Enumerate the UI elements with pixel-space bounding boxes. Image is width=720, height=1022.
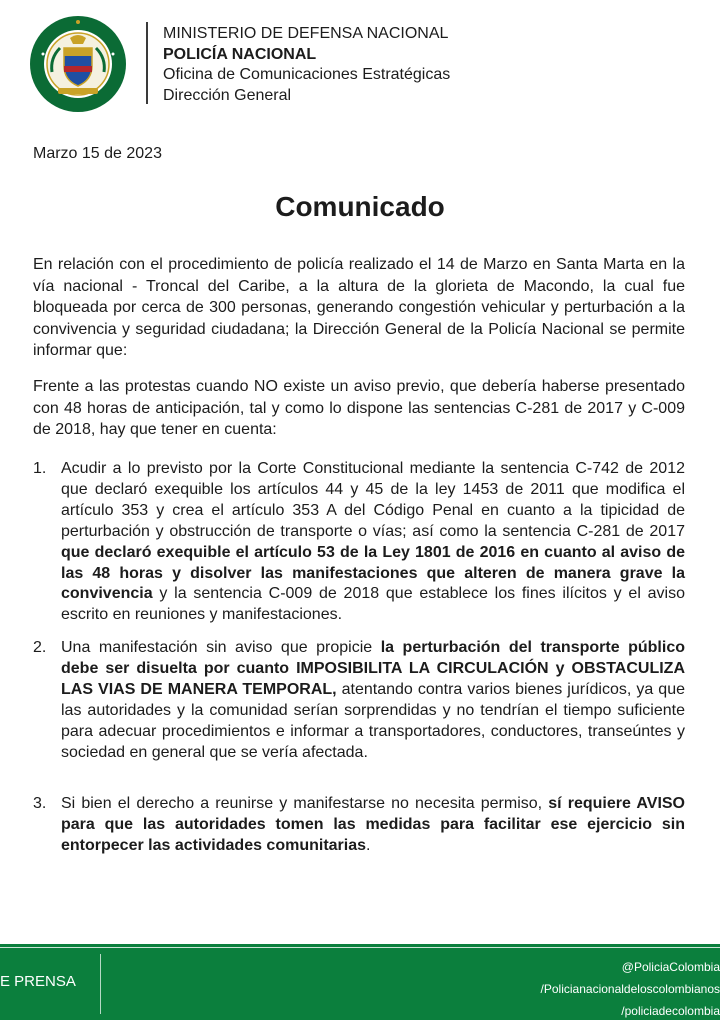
police-crest-logo [28, 14, 128, 114]
ministry-name: MINISTERIO DE DEFENSA NACIONAL [163, 25, 449, 42]
list-item-text: Una manifestación sin aviso que propicie la perturbación del transporte público debe ser disuelta por cuanto IMPOSIBILITA LA CIRCULACIÓN y OBSTACULIZA LAS VIAS DE MANERA TEMPORAL, atentando contra varios bienes jurídicos, ya que las autoridades y la comunidad serían sorprendidas y no tendrían el tiempo suficiente para adecuar procedimientos e informar a transportadores, conductores, transeúntes y sociedad en general que se vería afectada. [61, 639, 685, 761]
header-divider [146, 22, 148, 104]
social-handles [541, 956, 720, 1022]
list-item-number: 1. [33, 460, 47, 477]
letterhead [0, 0, 720, 120]
intro-paragraph: En relación con el procedimiento de policía realizado el 14 de Marzo en Santa Marta en la vía nacional - Troncal del Caribe, a la altura de la glorieta de Macondo, la cual fue bloqueada por cerca de 300 personas, generando congestión vehicular y perturbación a la convivencia y seguridad ciudadana; la Dirección General de la Policía Nacional se permite informar que: [33, 256, 685, 360]
context-paragraph: Frente a las protestas cuando NO existe un aviso previo, que debería haberse presentado con 48 horas de anticipación, tal y como lo dispone las sentencias C-281 de 2017 y C-009 de 2018, hay que tener en cuenta: [33, 378, 685, 439]
list-item-text: Acudir a lo previsto por la Corte Constitucional mediante la sentencia C-742 de 2012 que declaró exequible los artículos 44 y 45 de la ley 1453 de 2011 que modifica el artículo 353 y crea el artículo 353 A del Código Penal en cuanto a la tipicidad de perturbación y obstrucción de transporte o vías; así como la sentencia C-281 de 2017 que declaró exequible el artículo 53 de la Ley 1801 de 2016 en cuanto al aviso de las 48 horas y disolver las manifestaciones que alteren de manera grave la convivencia y la sentencia C-009 de 2018 que establece los fines ilícitos y el aviso escrito en reuniones y manifestaciones. [61, 460, 685, 624]
footer-press-label: E PRENSA [0, 973, 76, 990]
police-name: POLICÍA NACIONAL [163, 45, 317, 63]
footer-bar [0, 944, 720, 1020]
document-title: Comunicado [275, 191, 445, 222]
footer-rule [0, 947, 720, 948]
footer-divider [100, 954, 101, 1014]
list-item-text: Si bien el derecho a reunirse y manifestarse no necesita permiso, sí requiere AVISO para que las autoridades tomen las medidas para facilitar ese ejercicio sin entorpecer las actividades comunitarias. [61, 795, 686, 854]
twitter-handle: @PoliciaColombia [621, 960, 720, 974]
direction-name: Dirección General [163, 86, 292, 104]
document-date: Marzo 15 de 2023 [33, 145, 162, 162]
facebook-handle: /Policianacionaldeloscolombianos [540, 982, 720, 996]
institution-block [163, 24, 450, 106]
office-name: Oficina de Comunicaciones Estratégicas [163, 66, 451, 83]
instagram-handle: /policiadecolombia [621, 1004, 720, 1018]
list-item-number: 3. [33, 795, 47, 812]
list-item-number: 2. [33, 639, 47, 656]
